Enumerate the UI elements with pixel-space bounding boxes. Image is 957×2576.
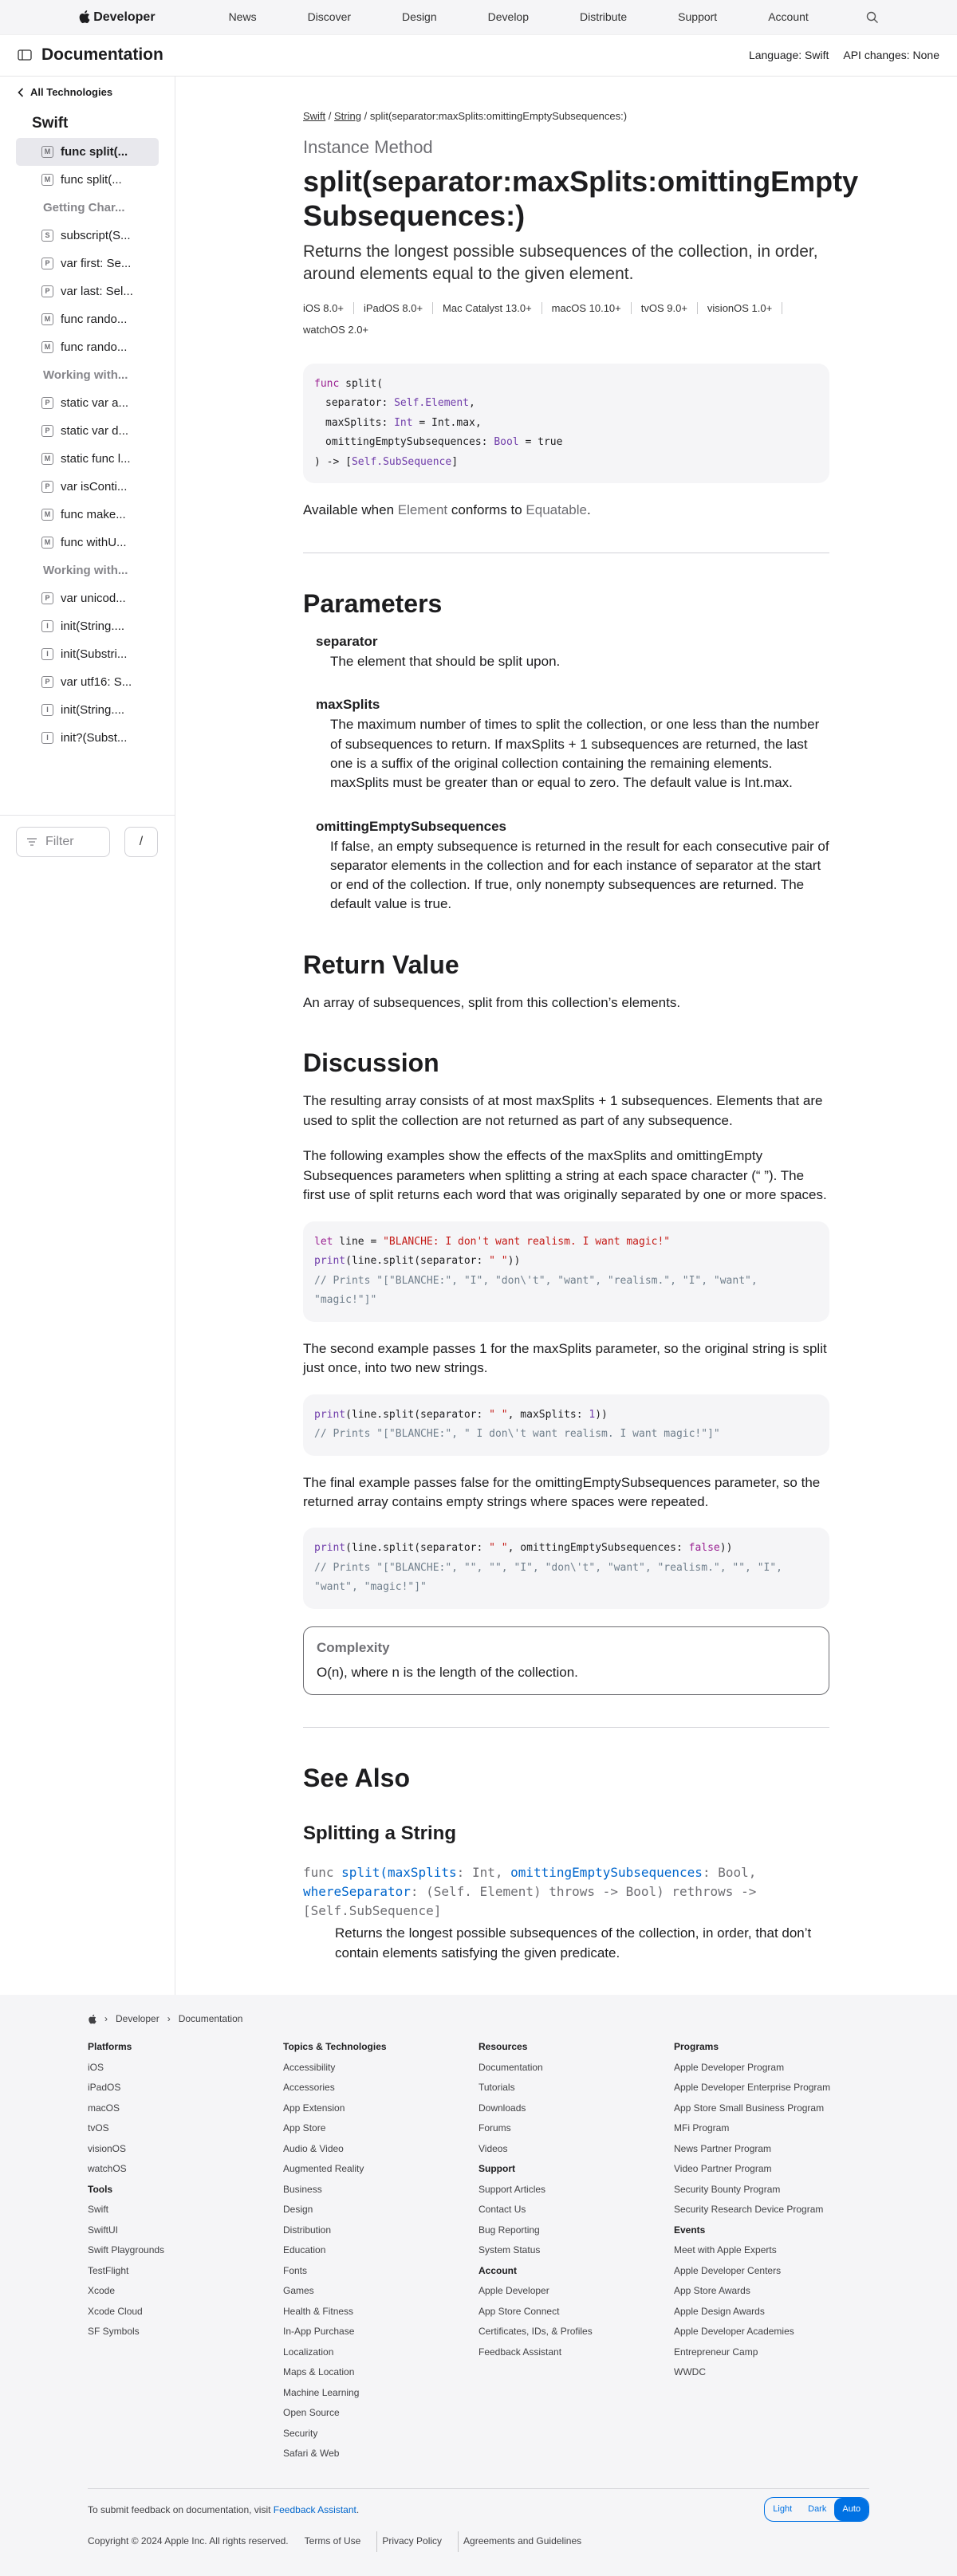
footer-columns	[88, 2037, 957, 2464]
nav-design[interactable]: Design	[402, 10, 437, 24]
footer-link[interactable]: Augmented Reality	[283, 2163, 364, 2175]
chevron-left-icon	[18, 88, 24, 97]
feedback-assistant-link[interactable]: Feedback Assistant	[273, 2503, 356, 2515]
sidebar-item[interactable]	[16, 277, 159, 305]
footer-link[interactable]: Health & Fitness	[283, 2305, 354, 2317]
symbol-badge-icon: M	[41, 341, 53, 353]
platform-ios: iOS 8.0+	[303, 302, 354, 314]
platform-availability	[303, 297, 829, 341]
footer-heading: Resources	[478, 2041, 528, 2053]
footer-link[interactable]: Apple Developer Program	[674, 2061, 785, 2073]
code-type-link[interactable]: Self.Element	[394, 397, 470, 410]
sidebar-item-label: func rando...	[61, 312, 128, 326]
divider	[303, 1727, 829, 1728]
symbol-badge-icon: P	[41, 481, 53, 493]
return-value-text: An array of subsequences, split from this collection’s elements.	[303, 994, 681, 1010]
code-example-3	[303, 1528, 829, 1609]
footer-link[interactable]: WWDC	[674, 2366, 706, 2378]
footer-link[interactable]: SF Symbols	[88, 2326, 140, 2338]
sidebar-item[interactable]	[16, 584, 159, 612]
availability-text: .	[587, 502, 591, 518]
code-text: line =	[333, 1235, 384, 1248]
symbol-badge-icon: I	[41, 620, 53, 632]
agreements-link[interactable]: Agreements and Guidelines	[458, 2531, 581, 2552]
parameters-section	[303, 585, 829, 914]
code-string: " "	[489, 1408, 508, 1421]
parameter-name: separator	[316, 634, 378, 650]
footer-link[interactable]: Maps & Location	[283, 2366, 355, 2378]
footer-heading: Platforms	[88, 2041, 132, 2053]
footer-heading: Events	[674, 2224, 706, 2236]
footer-column-topics	[283, 2037, 478, 2464]
discussion-section	[303, 1044, 829, 1695]
footer-crumb-developer[interactable]: Developer	[116, 2012, 160, 2024]
code-text: ))	[719, 1542, 733, 1555]
footer-link[interactable]: In-App Purchase	[283, 2326, 355, 2338]
filter-input[interactable]	[16, 827, 110, 857]
footer-link[interactable]: Swift Playgrounds	[88, 2244, 165, 2256]
parameter-description: The element that should be split upon.	[330, 654, 561, 670]
symbol-badge-icon: M	[41, 537, 53, 549]
nav-discover[interactable]: Discover	[307, 10, 352, 24]
complexity-aside	[303, 1626, 829, 1695]
footer-link[interactable]: Accessibility	[283, 2061, 336, 2073]
code-text: (line.split(separator:	[345, 1255, 490, 1268]
sidebar-item[interactable]	[16, 305, 159, 333]
sidebar-item[interactable]	[16, 696, 159, 724]
sidebar-item[interactable]	[16, 222, 159, 250]
sidebar-list[interactable]	[0, 138, 175, 816]
feedback-note	[88, 2500, 869, 2521]
code-string: " "	[489, 1255, 508, 1268]
symbol-badge-icon: P	[41, 592, 53, 604]
footer-link[interactable]: Safari & Web	[283, 2448, 340, 2460]
sidebar-item[interactable]	[16, 612, 159, 640]
availability-text: Available when	[303, 502, 398, 518]
sidebar	[0, 77, 175, 1995]
symbol-badge-icon: P	[41, 425, 53, 437]
sidebar-group-heading[interactable]	[16, 556, 159, 584]
footer-link[interactable]: Apple Developer Enterprise Program	[674, 2082, 831, 2094]
return-value-section	[303, 946, 829, 1013]
api-changes-label: API changes:	[843, 49, 910, 62]
code-text: , maxSplits:	[507, 1408, 589, 1421]
complexity-title: Complexity	[317, 1639, 390, 1655]
discussion-paragraph: The resulting array consists of at most maxSplits + 1 subsequences. Elements that are used to split the collection are not returned as part of any subsequence.	[303, 1093, 823, 1128]
footer-link[interactable]: watchOS	[88, 2163, 127, 2175]
footer-link[interactable]: News Partner Program	[674, 2142, 772, 2154]
see-also-heading: See Also	[303, 1763, 410, 1792]
footer-link[interactable]: App Extension	[283, 2102, 345, 2114]
feedback-text: .	[356, 2503, 360, 2515]
footer-link[interactable]: App Store Small Business Program	[674, 2102, 825, 2114]
discussion-paragraph: The second example passes 1 for the maxSplits parameter, so the original string is split just once, into two new strings.	[303, 1340, 827, 1376]
language-switcher[interactable]	[749, 47, 829, 64]
footer-link[interactable]: System Status	[478, 2244, 541, 2256]
return-value-heading: Return Value	[303, 950, 459, 979]
sidebar-item-label: func rando...	[61, 340, 128, 354]
sidebar-group-heading[interactable]	[16, 194, 159, 222]
code-text: ,	[469, 397, 475, 410]
code-text: (line.split(separator:	[345, 1542, 490, 1555]
documentation-header	[0, 35, 957, 77]
sidebar-item-label: init(String....	[61, 619, 125, 633]
code-keyword: let	[314, 1235, 333, 1248]
sidebar-item-label: init?(Subst...	[61, 730, 128, 745]
sidebar-item-label: var first: Se...	[61, 256, 132, 270]
footer-link[interactable]: Open Source	[283, 2407, 340, 2419]
feedback-text: To submit feedback on documentation, visit	[88, 2503, 274, 2515]
main-content	[175, 77, 957, 1995]
breadcrumb: Swift / String / split(separator:maxSplits:omittingEmptySubsequences:)	[303, 110, 628, 122]
sidebar-item[interactable]	[16, 250, 159, 277]
footer-link[interactable]: Games	[283, 2285, 314, 2297]
code-text: omittingEmptySubsequences:	[325, 436, 494, 449]
sidebar-item-label: static var d...	[61, 423, 129, 438]
code-keyword: func	[314, 377, 340, 390]
code-type-link[interactable]: Self.SubSequence	[351, 455, 452, 468]
sidebar-toggle-icon[interactable]	[18, 49, 32, 61]
sidebar-item[interactable]	[16, 166, 159, 194]
code-text: separator:	[325, 397, 395, 410]
footer-link[interactable]: Security Research Device Program	[674, 2204, 824, 2216]
chevron-right-icon: ›	[167, 2012, 171, 2024]
code-function: print	[314, 1408, 346, 1421]
sidebar-item-label: var isConti...	[61, 479, 128, 494]
code-text: ) -> [	[314, 455, 352, 468]
sidebar-item[interactable]	[16, 529, 159, 556]
code-function: print	[314, 1542, 346, 1555]
sidebar-item-label: var utf16: S...	[61, 674, 132, 689]
footer-link[interactable]: macOS	[88, 2102, 120, 2114]
footer-link[interactable]: Security	[283, 2427, 318, 2439]
breadcrumb-swift[interactable]: Swift	[303, 110, 326, 122]
equatable-link[interactable]: Equatable	[526, 502, 587, 518]
sidebar-item-label: init(Substri...	[61, 647, 128, 661]
footer-link[interactable]: visionOS	[88, 2142, 127, 2154]
copyright: Copyright © 2024 Apple Inc. All rights reserved.	[88, 2535, 289, 2547]
sidebar-item[interactable]	[16, 138, 159, 166]
code-text: = Int.max,	[412, 416, 482, 429]
footer-link[interactable]: iPadOS	[88, 2082, 121, 2094]
appearance-auto[interactable]: Auto	[834, 2498, 868, 2522]
symbol-badge-icon: I	[41, 732, 53, 744]
sidebar-item-label: var unicod...	[61, 591, 126, 605]
footer-link[interactable]: Apple Design Awards	[674, 2305, 765, 2317]
code-comment: // Prints "["BLANCHE:", "", "", "I", "don\'t", "want", "realism.", "", "I", "want", "magic!"]"	[314, 1561, 782, 1594]
nav-distribute[interactable]: Distribute	[580, 10, 628, 24]
code-example-1	[303, 1221, 829, 1322]
nav-develop[interactable]: Develop	[487, 10, 530, 24]
platform-ipados: iPadOS 8.0+	[364, 302, 433, 314]
language-value: Swift	[805, 49, 829, 62]
footer-link[interactable]: Education	[283, 2244, 326, 2256]
sidebar-item-label: func split(...	[61, 144, 128, 159]
filter-icon	[26, 837, 37, 847]
sidebar-item[interactable]	[16, 501, 159, 529]
brand-label: Developer	[93, 10, 156, 24]
platform-mac-catalyst: Mac Catalyst 13.0+	[443, 302, 542, 314]
platform-tvos: tvOS 9.0+	[641, 302, 698, 314]
footer-link[interactable]: Apple Developer Academies	[674, 2326, 794, 2338]
platform-visionos: visionOS 1.0+	[707, 302, 782, 314]
footer-link[interactable]: Distribution	[283, 2224, 332, 2236]
availability-note	[303, 501, 829, 521]
sidebar-item-label: Getting Char...	[43, 200, 125, 214]
sidebar-item-label: static func l...	[61, 451, 131, 466]
symbol-badge-icon: M	[41, 453, 53, 465]
sidebar-item-label: static var a...	[61, 395, 129, 410]
footer-link[interactable]: App Store Connect	[478, 2305, 560, 2317]
footer-link[interactable]: Bug Reporting	[478, 2224, 540, 2236]
page-title: split(separator:maxSplits:omittingEmpty Subsequences:)	[303, 165, 859, 232]
sidebar-item-label: init(String....	[61, 702, 125, 717]
nav-support[interactable]: Support	[678, 10, 718, 24]
nav-account[interactable]: Account	[768, 10, 809, 24]
terms-of-use-link[interactable]: Terms of Use	[304, 2535, 361, 2547]
sidebar-item-label: func withU...	[61, 535, 127, 549]
footer-link[interactable]: Audio & Video	[283, 2142, 344, 2154]
availability-text: conforms to	[447, 502, 526, 518]
footer-column-platforms	[88, 2037, 283, 2464]
sidebar-item[interactable]	[16, 668, 159, 696]
parameter-description: The maximum number of times to split the collection, or one less than the number of subsequences to return. If maxSplits + 1 subsequences are returned, the last one is a suffix of the original collection containing the remaining elements. maxSplits must be greater than or equal to zero. The default value is Int.max.	[330, 717, 820, 791]
code-text: (line.split(separator:	[345, 1408, 490, 1421]
symbol-badge-icon: M	[41, 146, 53, 158]
symbol-badge-icon: P	[41, 676, 53, 688]
sidebar-item-label: subscript(S...	[61, 228, 131, 242]
parameter-name: maxSplits	[316, 697, 380, 713]
code-text: ]	[451, 455, 459, 468]
code-comment: // Prints "["BLANCHE:", "I", "don\'t", "want", "realism.", "I", "want", "magic!"]"	[314, 1274, 758, 1307]
footer	[0, 1995, 957, 2576]
code-string: "BLANCHE: I don't want realism. I want magic!"	[383, 1235, 671, 1248]
code-comment: // Prints "["BLANCHE:", " I don\'t want realism. I want magic!"]"	[314, 1428, 720, 1441]
footer-heading: Support	[478, 2163, 515, 2175]
sidebar-item[interactable]	[16, 724, 159, 752]
footer-heading: Tools	[88, 2183, 113, 2195]
sidebar-filter	[0, 816, 175, 868]
global-nav	[0, 0, 957, 35]
abstract: Returns the longest possible subsequences of the collection, in order, around elements equal to the given element.	[303, 242, 818, 283]
code-function: print	[314, 1255, 346, 1268]
filter-shortcut-key[interactable]: /	[124, 827, 158, 857]
discussion-paragraph: The final example passes false for the omittingEmptySubsequences parameter, so the returned array contains empty strings where spaces were repeated.	[303, 1474, 821, 1509]
see-also-subheading: Splitting a String	[303, 1822, 456, 1844]
breadcrumb-current: split(separator:maxSplits:omittingEmptySubsequences:)	[369, 110, 628, 122]
footer-link[interactable]: Design	[283, 2204, 313, 2216]
footer-link[interactable]: App Store	[283, 2122, 326, 2134]
parameter-separator	[303, 632, 829, 671]
see-also-description: Returns the longest possible subsequences of the collection, in order, that don’t contain elements satisfying the given predicate.	[335, 1925, 812, 1961]
sidebar-item[interactable]	[16, 445, 159, 473]
footer-link[interactable]: Entrepreneur Camp	[674, 2346, 758, 2358]
footer-link[interactable]: tvOS	[88, 2122, 109, 2134]
symbol-badge-icon: M	[41, 174, 53, 186]
footer-link[interactable]: Security Bounty Program	[674, 2183, 781, 2195]
code-text: = true	[518, 436, 563, 449]
code-example-2	[303, 1394, 829, 1456]
footer-link[interactable]: Xcode	[88, 2285, 116, 2297]
appearance-toggle	[764, 2497, 869, 2523]
footer-link[interactable]: Forums	[478, 2122, 511, 2134]
parameter-description: If false, an empty subsequence is returned in the result for each consecutive pair of separator elements in the collection and for each instance of separator at the start or end of the collection. If true, only nonempty subsequences are returned. The default value is true.	[330, 838, 829, 912]
footer-link[interactable]: Accessories	[283, 2082, 335, 2094]
symbol-badge-icon: M	[41, 509, 53, 521]
symbol-badge-icon: I	[41, 704, 53, 716]
see-also-section	[303, 1760, 829, 1963]
nav-news[interactable]: News	[228, 10, 257, 24]
footer-link[interactable]: Machine Learning	[283, 2386, 360, 2398]
code-type-link[interactable]: Bool	[494, 436, 519, 449]
footer-link[interactable]: Support Articles	[478, 2183, 546, 2195]
all-technologies-link[interactable]	[0, 77, 175, 108]
footer-link[interactable]: Business	[283, 2183, 322, 2195]
sidebar-item-label: Working with...	[43, 563, 128, 577]
symbol-badge-icon: P	[41, 397, 53, 409]
sig-text: func	[303, 1865, 342, 1881]
complexity-text: O(n), where n is the length of the collection.	[317, 1664, 578, 1680]
footer-link[interactable]: MFi Program	[674, 2122, 730, 2134]
code-type-link[interactable]: Int	[394, 416, 413, 429]
footer-heading: Topics & Technologies	[283, 2041, 387, 2053]
apple-logo-icon	[78, 10, 90, 24]
discussion-heading: Discussion	[303, 1048, 439, 1078]
footer-link[interactable]: Video Partner Program	[674, 2163, 772, 2175]
filter-placeholder: Filter	[45, 835, 74, 849]
sidebar-item[interactable]	[16, 333, 159, 361]
footer-meta	[88, 2488, 869, 2552]
apple-logo-icon[interactable]	[88, 2014, 96, 2024]
appearance-dark[interactable]: Dark	[808, 2503, 827, 2514]
sig-text: : Bool,	[702, 1865, 757, 1881]
symbol-badge-icon: S	[41, 230, 53, 242]
element-link[interactable]: Element	[397, 502, 448, 518]
footer-link[interactable]: Apple Developer Centers	[674, 2264, 782, 2276]
footer-link[interactable]: Swift	[88, 2204, 109, 2216]
footer-link[interactable]: Downloads	[478, 2102, 526, 2114]
sidebar-item[interactable]	[16, 417, 159, 445]
sig-link[interactable]: split(maxSplits	[341, 1865, 457, 1881]
discussion-paragraph: The following examples show the effects of the maxSplits and omittingEmpty Subsequences parameters when splitting a string at each space character (“ ”). The first use of split returns each word that was originally separated by one or more spaces.	[303, 1148, 827, 1203]
footer-breadcrumb	[88, 2009, 957, 2030]
code-number: 1	[589, 1408, 596, 1421]
sig-text: : (Self. Element) throws -> Bool) rethrows -> [Self.SubSequence]	[303, 1884, 757, 1919]
footer-heading: Account	[478, 2264, 517, 2276]
code-text: ))	[595, 1408, 608, 1421]
code-text: maxSplits:	[325, 416, 395, 429]
footer-link[interactable]: Feedback Assistant	[478, 2346, 562, 2358]
footer-column-programs	[674, 2037, 869, 2464]
sidebar-item[interactable]	[16, 389, 159, 417]
footer-link[interactable]: iOS	[88, 2061, 104, 2073]
footer-link[interactable]: SwiftUI	[88, 2224, 119, 2236]
footer-link[interactable]: Localization	[283, 2346, 334, 2358]
sidebar-item-label: var last: Sel...	[61, 284, 133, 298]
footer-link[interactable]: Tutorials	[478, 2082, 515, 2094]
code-string: " "	[489, 1542, 508, 1555]
footer-column-resources	[478, 2037, 674, 2464]
sidebar-item-label: Working with...	[43, 368, 128, 382]
footer-link[interactable]: Documentation	[478, 2061, 543, 2073]
parameters-heading: Parameters	[303, 589, 443, 619]
declaration-code	[303, 364, 829, 484]
platform-macos: macOS 10.10+	[552, 302, 632, 314]
footer-link[interactable]: Fonts	[283, 2264, 308, 2276]
sig-link[interactable]: whereSeparator	[303, 1884, 411, 1900]
privacy-policy-link[interactable]: Privacy Policy	[376, 2531, 442, 2552]
footer-link[interactable]: Apple Developer	[478, 2285, 549, 2297]
footer-link[interactable]: Contact Us	[478, 2204, 526, 2216]
developer-home-link[interactable]	[78, 8, 155, 27]
footer-link[interactable]: Meet with Apple Experts	[674, 2244, 777, 2256]
sidebar-item-label: func split(...	[61, 172, 122, 187]
symbol-badge-icon: P	[41, 285, 53, 297]
see-also-signature[interactable]	[303, 1863, 829, 1921]
breadcrumb-string[interactable]: String	[334, 110, 361, 122]
footer-link[interactable]: TestFlight	[88, 2264, 129, 2276]
code-text: , omittingEmptySubsequences:	[507, 1542, 689, 1555]
footer-link[interactable]: Xcode Cloud	[88, 2305, 143, 2317]
symbol-badge-icon: P	[41, 258, 53, 269]
chevron-right-icon: ›	[104, 2012, 108, 2024]
sig-link[interactable]: omittingEmptySubsequences	[510, 1865, 703, 1881]
parameter-name: omittingEmptySubsequences	[316, 818, 506, 834]
api-changes-value: None	[912, 49, 939, 62]
symbol-badge-icon: I	[41, 648, 53, 660]
symbol-kind: Instance Method	[303, 137, 433, 158]
symbol-badge-icon: M	[41, 313, 53, 325]
sidebar-item[interactable]	[16, 473, 159, 501]
parameter-omitting-empty-subsequences	[303, 817, 829, 914]
footer-link[interactable]: Videos	[478, 2142, 508, 2154]
parameter-maxsplits	[303, 695, 829, 792]
appearance-light[interactable]: Light	[773, 2503, 793, 2514]
sidebar-group-heading[interactable]	[16, 361, 159, 389]
documentation-title[interactable]: Documentation	[41, 45, 163, 65]
footer-heading: Programs	[674, 2041, 719, 2053]
code-text: ))	[507, 1255, 521, 1268]
legal-links	[88, 2531, 869, 2552]
footer-link[interactable]: Certificates, IDs, & Profiles	[478, 2326, 593, 2338]
sidebar-title[interactable]: Swift	[32, 115, 69, 132]
footer-link[interactable]: App Store Awards	[674, 2285, 750, 2297]
sidebar-item[interactable]	[16, 640, 159, 668]
platform-watchos: watchOS 2.0+	[303, 324, 369, 336]
footer-crumb-documentation[interactable]: Documentation	[178, 2012, 243, 2024]
code-function-name: split(	[339, 377, 384, 390]
sig-text: : Int,	[456, 1865, 511, 1881]
search-icon[interactable]	[866, 11, 879, 24]
sidebar-item-label: func make...	[61, 507, 126, 521]
api-changes-toggle[interactable]	[843, 47, 939, 64]
all-technologies-label: All Technologies	[30, 86, 113, 98]
code-keyword: false	[688, 1542, 720, 1555]
language-label: Language:	[748, 49, 802, 62]
